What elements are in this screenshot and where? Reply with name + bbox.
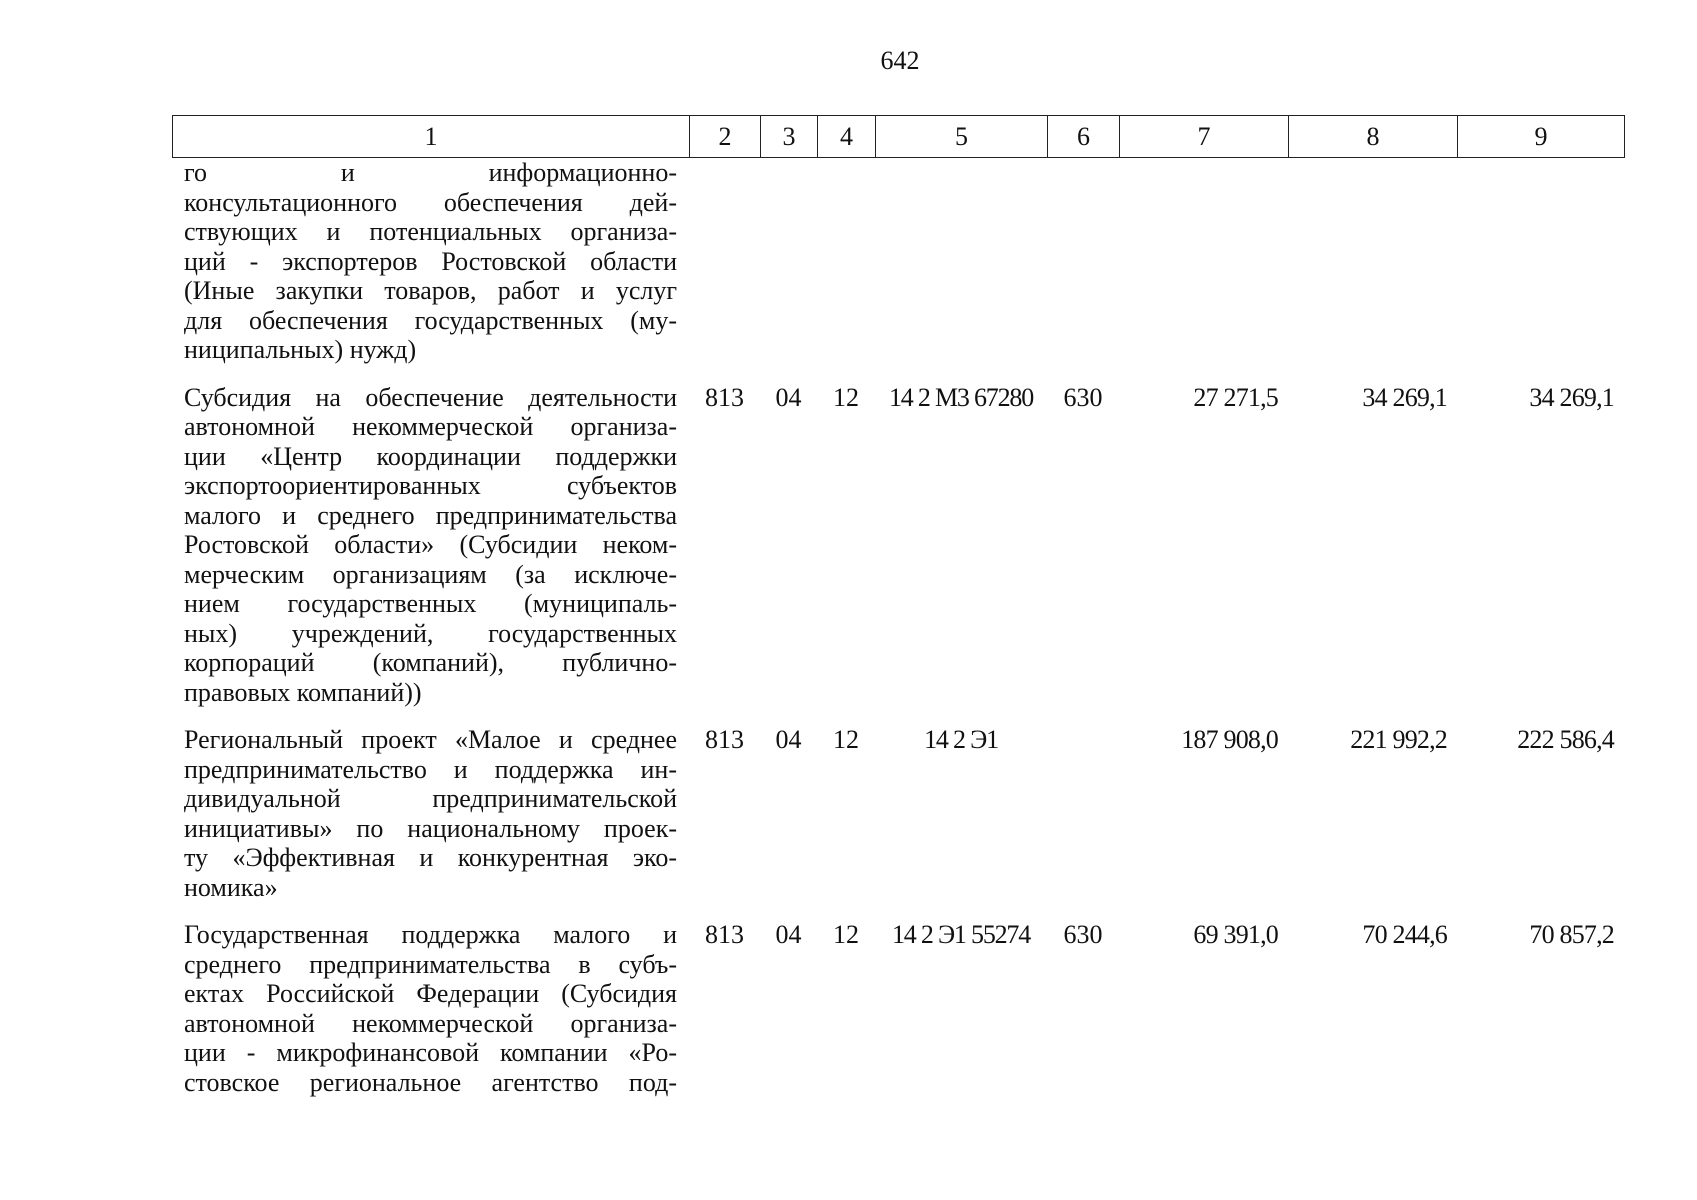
cell-ministry: 813 — [705, 725, 744, 754]
table-row — [172, 158, 1624, 365]
description-line: Региональный проект «Малое и среднее — [184, 725, 677, 754]
description-line: предпринимательство и поддержка ин- — [184, 754, 677, 784]
cell-amount-year2: 70 244,6 — [1362, 920, 1447, 949]
cell-expense-type: 630 — [1063, 920, 1103, 949]
row-description — [172, 365, 689, 708]
row-description — [172, 707, 689, 902]
column-header: 8 — [1289, 116, 1458, 158]
cell-subsection: 12 — [833, 382, 859, 412]
cell-ministry: 813 — [705, 382, 744, 412]
description-line: экспортоориентированных субъектов — [184, 471, 677, 500]
cell-expense-type: 630 — [1063, 382, 1103, 412]
cell-amount-year1: 27 271,5 — [1193, 382, 1278, 412]
budget-table — [172, 158, 1624, 1097]
cell-ministry — [689, 158, 760, 365]
description-line: номика» — [184, 872, 278, 902]
description-line: дивидуальной предпринимательской — [184, 784, 677, 813]
cell-amount-year3: 222 586,4 — [1517, 725, 1614, 754]
table-row — [172, 365, 1624, 708]
cell-target-article: 14 2 М3 67280 — [888, 382, 1034, 412]
description-line: автономной некоммерческой организа- — [184, 1008, 677, 1038]
column-header: 2 — [690, 116, 761, 158]
cell-expense-type — [1047, 707, 1119, 902]
row-description — [172, 158, 689, 365]
description-line: малого и среднего предпринимательства — [184, 500, 677, 530]
description-line: ниципальных) нужд) — [184, 335, 417, 364]
cell-section: 04 — [775, 382, 802, 412]
description-line: ции «Центр координации поддержки — [184, 441, 677, 471]
column-header: 5 — [876, 116, 1048, 158]
description-line: Государственная поддержка малого и — [184, 920, 677, 949]
description-line: корпораций (компаний), публично- — [184, 648, 677, 677]
table-header — [172, 115, 1625, 158]
column-header: 4 — [818, 116, 876, 158]
cell-amount-year1: 187 908,0 — [1181, 725, 1278, 754]
description-line: ствующих и потенциальных организа- — [184, 217, 677, 246]
cell-expense-type — [1047, 158, 1119, 365]
column-header: 6 — [1048, 116, 1120, 158]
description-line: ту «Эффективная и конкурентная эко- — [184, 843, 677, 872]
description-line: Ростовской области» (Субсидии неком- — [184, 530, 677, 559]
column-header: 9 — [1458, 116, 1625, 158]
table-row — [172, 707, 1624, 902]
description-line: среднего предпринимательства в субъ- — [184, 949, 677, 979]
description-line: правовых компаний)) — [184, 677, 422, 707]
cell-subsection: 12 — [833, 725, 859, 754]
cell-amount-year2: 34 269,1 — [1362, 382, 1447, 412]
cell-section: 04 — [775, 920, 802, 949]
cell-amount-year3: 70 857,2 — [1529, 920, 1614, 949]
cell-amount-year3 — [1457, 158, 1624, 365]
column-header: 3 — [761, 116, 818, 158]
cell-section — [760, 158, 817, 365]
row-description — [172, 902, 689, 1097]
description-line: инициативы» по национальному проек- — [184, 813, 677, 843]
column-number-row — [173, 116, 1625, 158]
description-line: ных) учреждений, государственных — [184, 618, 677, 648]
description-line: автономной некоммерческой организа- — [184, 412, 677, 441]
description-line: го и информационно- — [184, 158, 677, 187]
cell-amount-year2 — [1288, 158, 1457, 365]
cell-amount-year3: 34 269,1 — [1529, 382, 1614, 412]
description-line: ции - микрофинансовой компании «Ро- — [184, 1038, 677, 1067]
column-header: 7 — [1120, 116, 1289, 158]
description-line: нием государственных (муниципаль- — [184, 589, 677, 618]
cell-target-article: 14 2 Э1 — [924, 725, 998, 754]
cell-amount-year1 — [1119, 158, 1288, 365]
cell-target-article: 14 2 Э1 55274 — [891, 920, 1031, 949]
cell-section: 04 — [775, 725, 802, 754]
cell-ministry: 813 — [705, 920, 744, 949]
description-line: стовское региональное агентство под- — [184, 1067, 677, 1097]
page-number: 642 — [880, 46, 920, 75]
cell-subsection: 12 — [833, 920, 859, 949]
cell-amount-year2: 221 992,2 — [1350, 725, 1447, 754]
description-line: ектах Российской Федерации (Субсидия — [184, 979, 677, 1008]
description-line: Субсидия на обеспечение деятельности — [184, 382, 677, 412]
description-line: (Иные закупки товаров, работ и услуг — [184, 276, 677, 305]
description-line: мерческим организациям (за исключе- — [184, 559, 677, 589]
description-line: ций - экспортеров Ростовской области — [184, 246, 677, 276]
column-header: 1 — [173, 116, 690, 158]
cell-target-article — [875, 158, 1047, 365]
cell-subsection — [817, 158, 875, 365]
table-row — [172, 902, 1624, 1097]
description-line: для обеспечения государственных (му- — [184, 305, 677, 335]
cell-amount-year1: 69 391,0 — [1193, 920, 1278, 949]
description-line: консультационного обеспечения дей- — [184, 187, 677, 217]
